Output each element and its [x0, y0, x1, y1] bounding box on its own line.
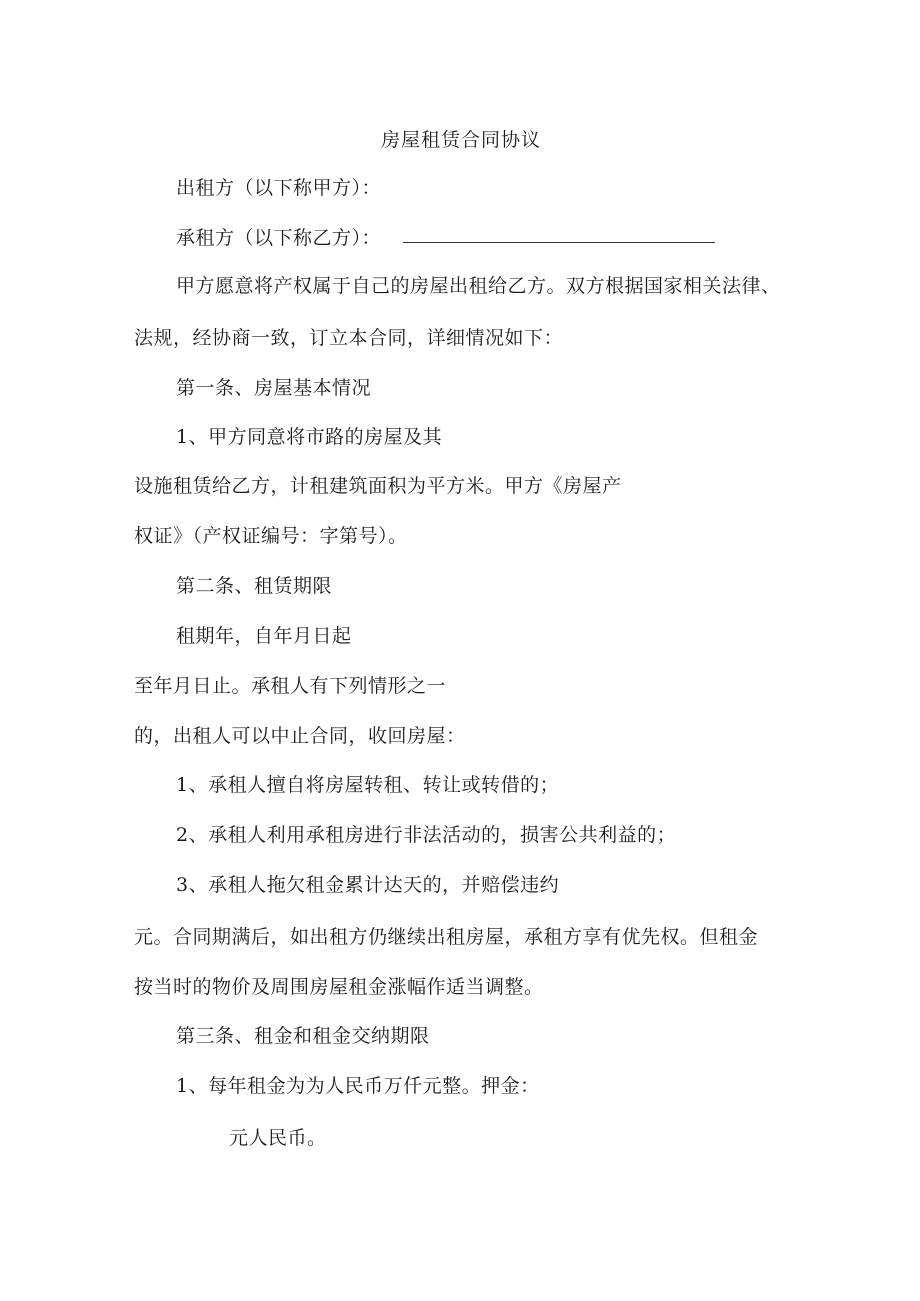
document-title: 房屋租赁合同协议 [381, 129, 542, 151]
lessee-line: 承租方（以下称乙方）： [176, 227, 382, 249]
article-2-item-1: 1、承租人擅自将房屋转租、转让或转借的； [176, 774, 560, 796]
article-2-heading: 第二条、租赁期限 [176, 575, 333, 597]
article-2-item-3: 3、承租人拖欠租金累计达天的，并赔偿违约 [176, 874, 560, 896]
article-2-line-5: 按当时的物价及周围房屋租金涨幅作适当调整。 [134, 976, 544, 998]
article-2-line-1: 租期年，自年月日起 [176, 625, 352, 647]
article-1-line-2: 设施租赁给乙方，计租建筑面积为平方米。甲方《房屋产 [134, 475, 622, 497]
article-1-line-1: 1、甲方同意将市路的房屋及其 [176, 426, 443, 448]
article-2-line-2: 至年月日止。承租人有下列情形之一 [134, 675, 447, 697]
article-1-line-3: 权证》（产权证编号：字第号）。 [134, 525, 408, 547]
lessee-blank-underline [403, 242, 715, 243]
lessor-line: 出租方（以下称甲方）： [176, 177, 382, 199]
article-2-line-3: 的，出租人可以中止合同，收回房屋： [134, 725, 466, 747]
article-2-item-2: 2、承租人利用承租房进行非法活动的，损害公共利益的； [176, 824, 677, 846]
article-1-heading: 第一条、房屋基本情况 [176, 377, 372, 399]
article-3-heading: 第三条、租金和租金交纳期限 [176, 1025, 430, 1047]
intro-line-2: 法规，经协商一致，订立本合同，详细情况如下： [134, 327, 564, 349]
intro-line-1: 甲方愿意将产权属于自己的房屋出租给乙方。双方根据国家相关法律、 [176, 275, 781, 297]
article-3-line-1: 1、每年租金为为人民币万仟元整。押金： [176, 1075, 540, 1097]
article-2-line-4: 元。合同期满后，如出租方仍继续出租房屋，承租方享有优先权。但租金 [134, 926, 759, 948]
article-3-line-2: 元人民币。 [229, 1127, 327, 1149]
